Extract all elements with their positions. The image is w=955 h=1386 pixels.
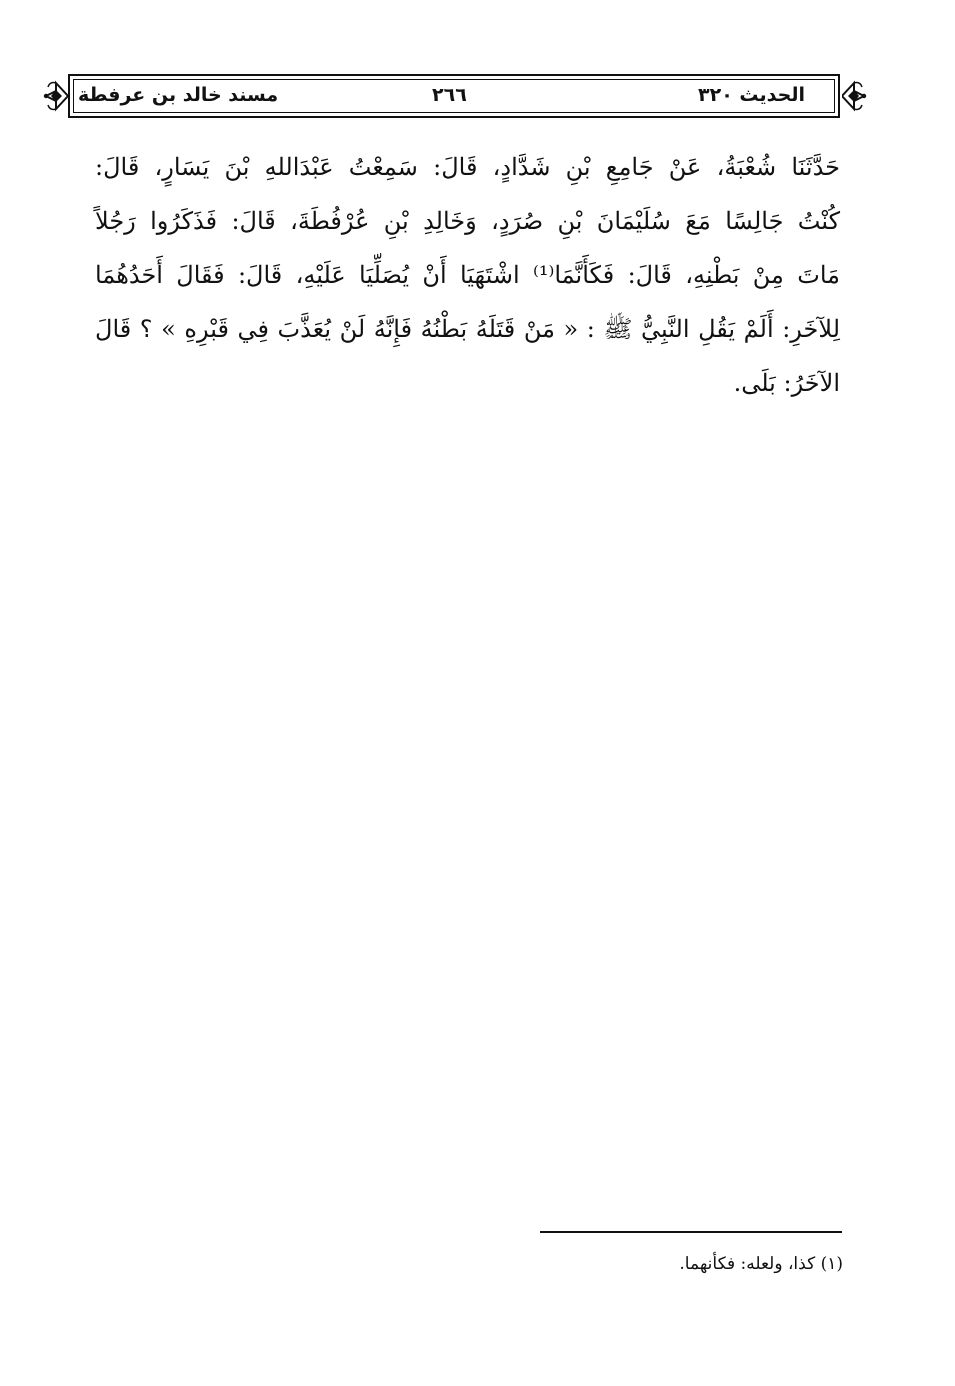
text-line: كُنْتُ جَالِسًا مَعَ سُلَيْمَانَ بْنِ صُرَدٍ، وَخَالِدِ بْنِ عُرْفُطَةَ، قَالَ: فَذَكَرُوا رَجُلاً xyxy=(95,207,840,235)
header-musnad-title: مسند خالد بن عرفطة xyxy=(78,84,279,106)
left-ornament-icon xyxy=(42,79,68,113)
text-line: الآخَرُ: بَلَى. xyxy=(733,369,840,397)
right-ornament-icon xyxy=(842,79,868,113)
footnote: (١) كذا، ولعله: فكأنهما. xyxy=(679,1254,843,1274)
hadith-text xyxy=(95,140,840,410)
header-hadith-number: الحديث ٣٢٠ xyxy=(698,84,805,106)
text-line: مَاتَ مِنْ بَطْنِهِ، قَالَ: فَكَأَنَّمَا⁽¹⁾ اشْتَهَيَا أَنْ يُصَلِّيَا عَلَيْهِ، قَالَ: فَقَالَ أَحَدُهُمَا xyxy=(95,261,840,289)
text-line: لِلآخَرِ: أَلَمْ يَقُلِ النَّبِيُّ ﷺ : « مَنْ قَتَلَهُ بَطْنُهُ فَإِنَّهُ لَنْ يُعَذَّبَ فِي قَبْرِهِ » ؟ قَالَ xyxy=(95,315,841,343)
text-line: حَدَّثَنَا شُعْبَةُ، عَنْ جَامِعِ بْنِ شَدَّادٍ، قَالَ: سَمِعْتُ عَبْدَاللهِ بْنَ يَسَارٍ، قَالَ: xyxy=(95,153,840,181)
header-page-number: ٢٦٦ xyxy=(432,84,467,106)
footnote-divider xyxy=(540,1231,842,1233)
